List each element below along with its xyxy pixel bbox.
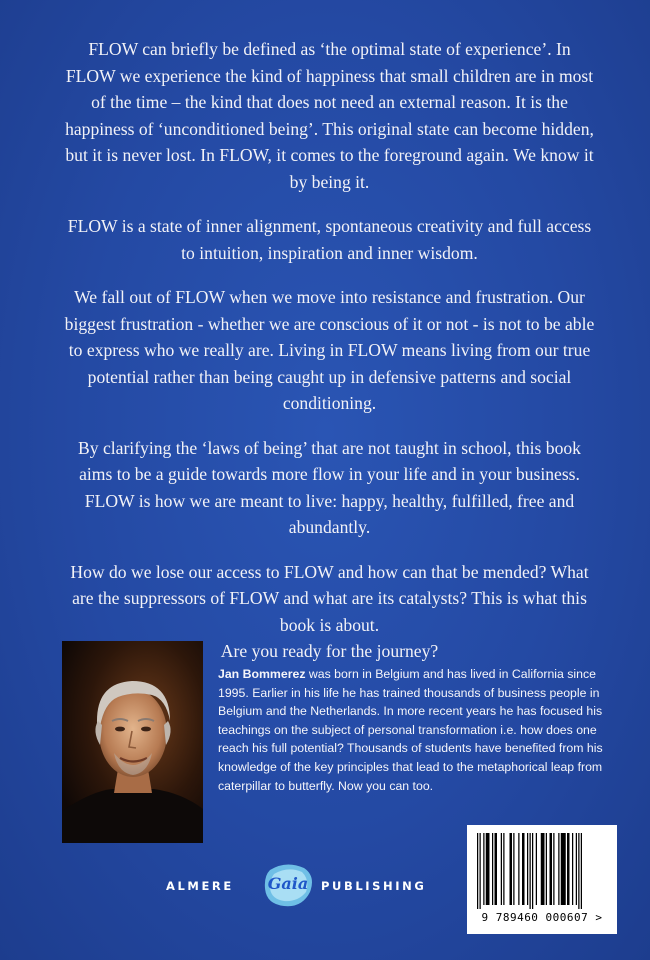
publisher-logo-text: Gaia — [267, 874, 309, 893]
publisher-logo — [166, 862, 436, 908]
isbn-barcode — [467, 825, 617, 934]
blurb-paragraph-5-text: How do we lose our access to FLOW and how can that be mended? What are the suppressors of FLOW and what are its catalysts? This is what this book is about. — [70, 561, 589, 635]
back-cover-blurb — [62, 36, 597, 665]
blurb-closing-question: Are you ready for the journey? — [220, 641, 439, 661]
blurb-paragraph-4: By clarifying the ‘laws of being’ that are not taught in school, this book aims to be a guide towards more flow in your life and in your business. FLOW is how we are meant to live: happy, healthy, fulfilled, free and abundantly. — [78, 437, 581, 537]
publisher-city: ALMERE — [166, 879, 234, 893]
gaia-logo-icon — [262, 862, 314, 908]
blurb-paragraph-1: FLOW can briefly be defined as ‘the optimal state of experience’. In FLOW we experience the kind of happiness that small children are in most of the time – the kind that does not need an external reason. It is the happiness of ‘unconditioned being’. This original state can become hidden, but it is never lost. In FLOW, it comes to the foreground again. We know it by being it. — [65, 39, 594, 192]
author-bio — [218, 665, 603, 795]
isbn-number: 9 789460 000607 > — [481, 911, 603, 924]
blurb-paragraph-2: FLOW is a state of inner alignment, spontaneous creativity and full access to intuition, inspiration and inner wisdom. — [67, 216, 592, 263]
author-bio-text: was born in Belgium and has lived in California since 1995. Earlier in his life he has trained thousands of business people in Belgium and the Netherlands. In more recent years he has focused his teachings on the subject of personal transformation i.e. how does one reach his full potential? Thousands of students have benefited from his knowledge of the key principles that lead to the metaphorical leap from caterpillar to butterfly. Now you can too. — [218, 667, 603, 793]
author-name: Jan Bommerez — [218, 667, 306, 681]
barcode-bars — [475, 833, 609, 909]
author-photo — [62, 641, 203, 843]
publisher-name: PUBLISHING — [321, 879, 427, 893]
blurb-paragraph-3: We fall out of FLOW when we move into resistance and frustration. Our biggest frustration - whether we are conscious of it or not - is not to be able to express who we really are. Living in FLOW means living from our true potential rather than being caught up in defensive patterns and social conditioning. — [64, 287, 595, 413]
